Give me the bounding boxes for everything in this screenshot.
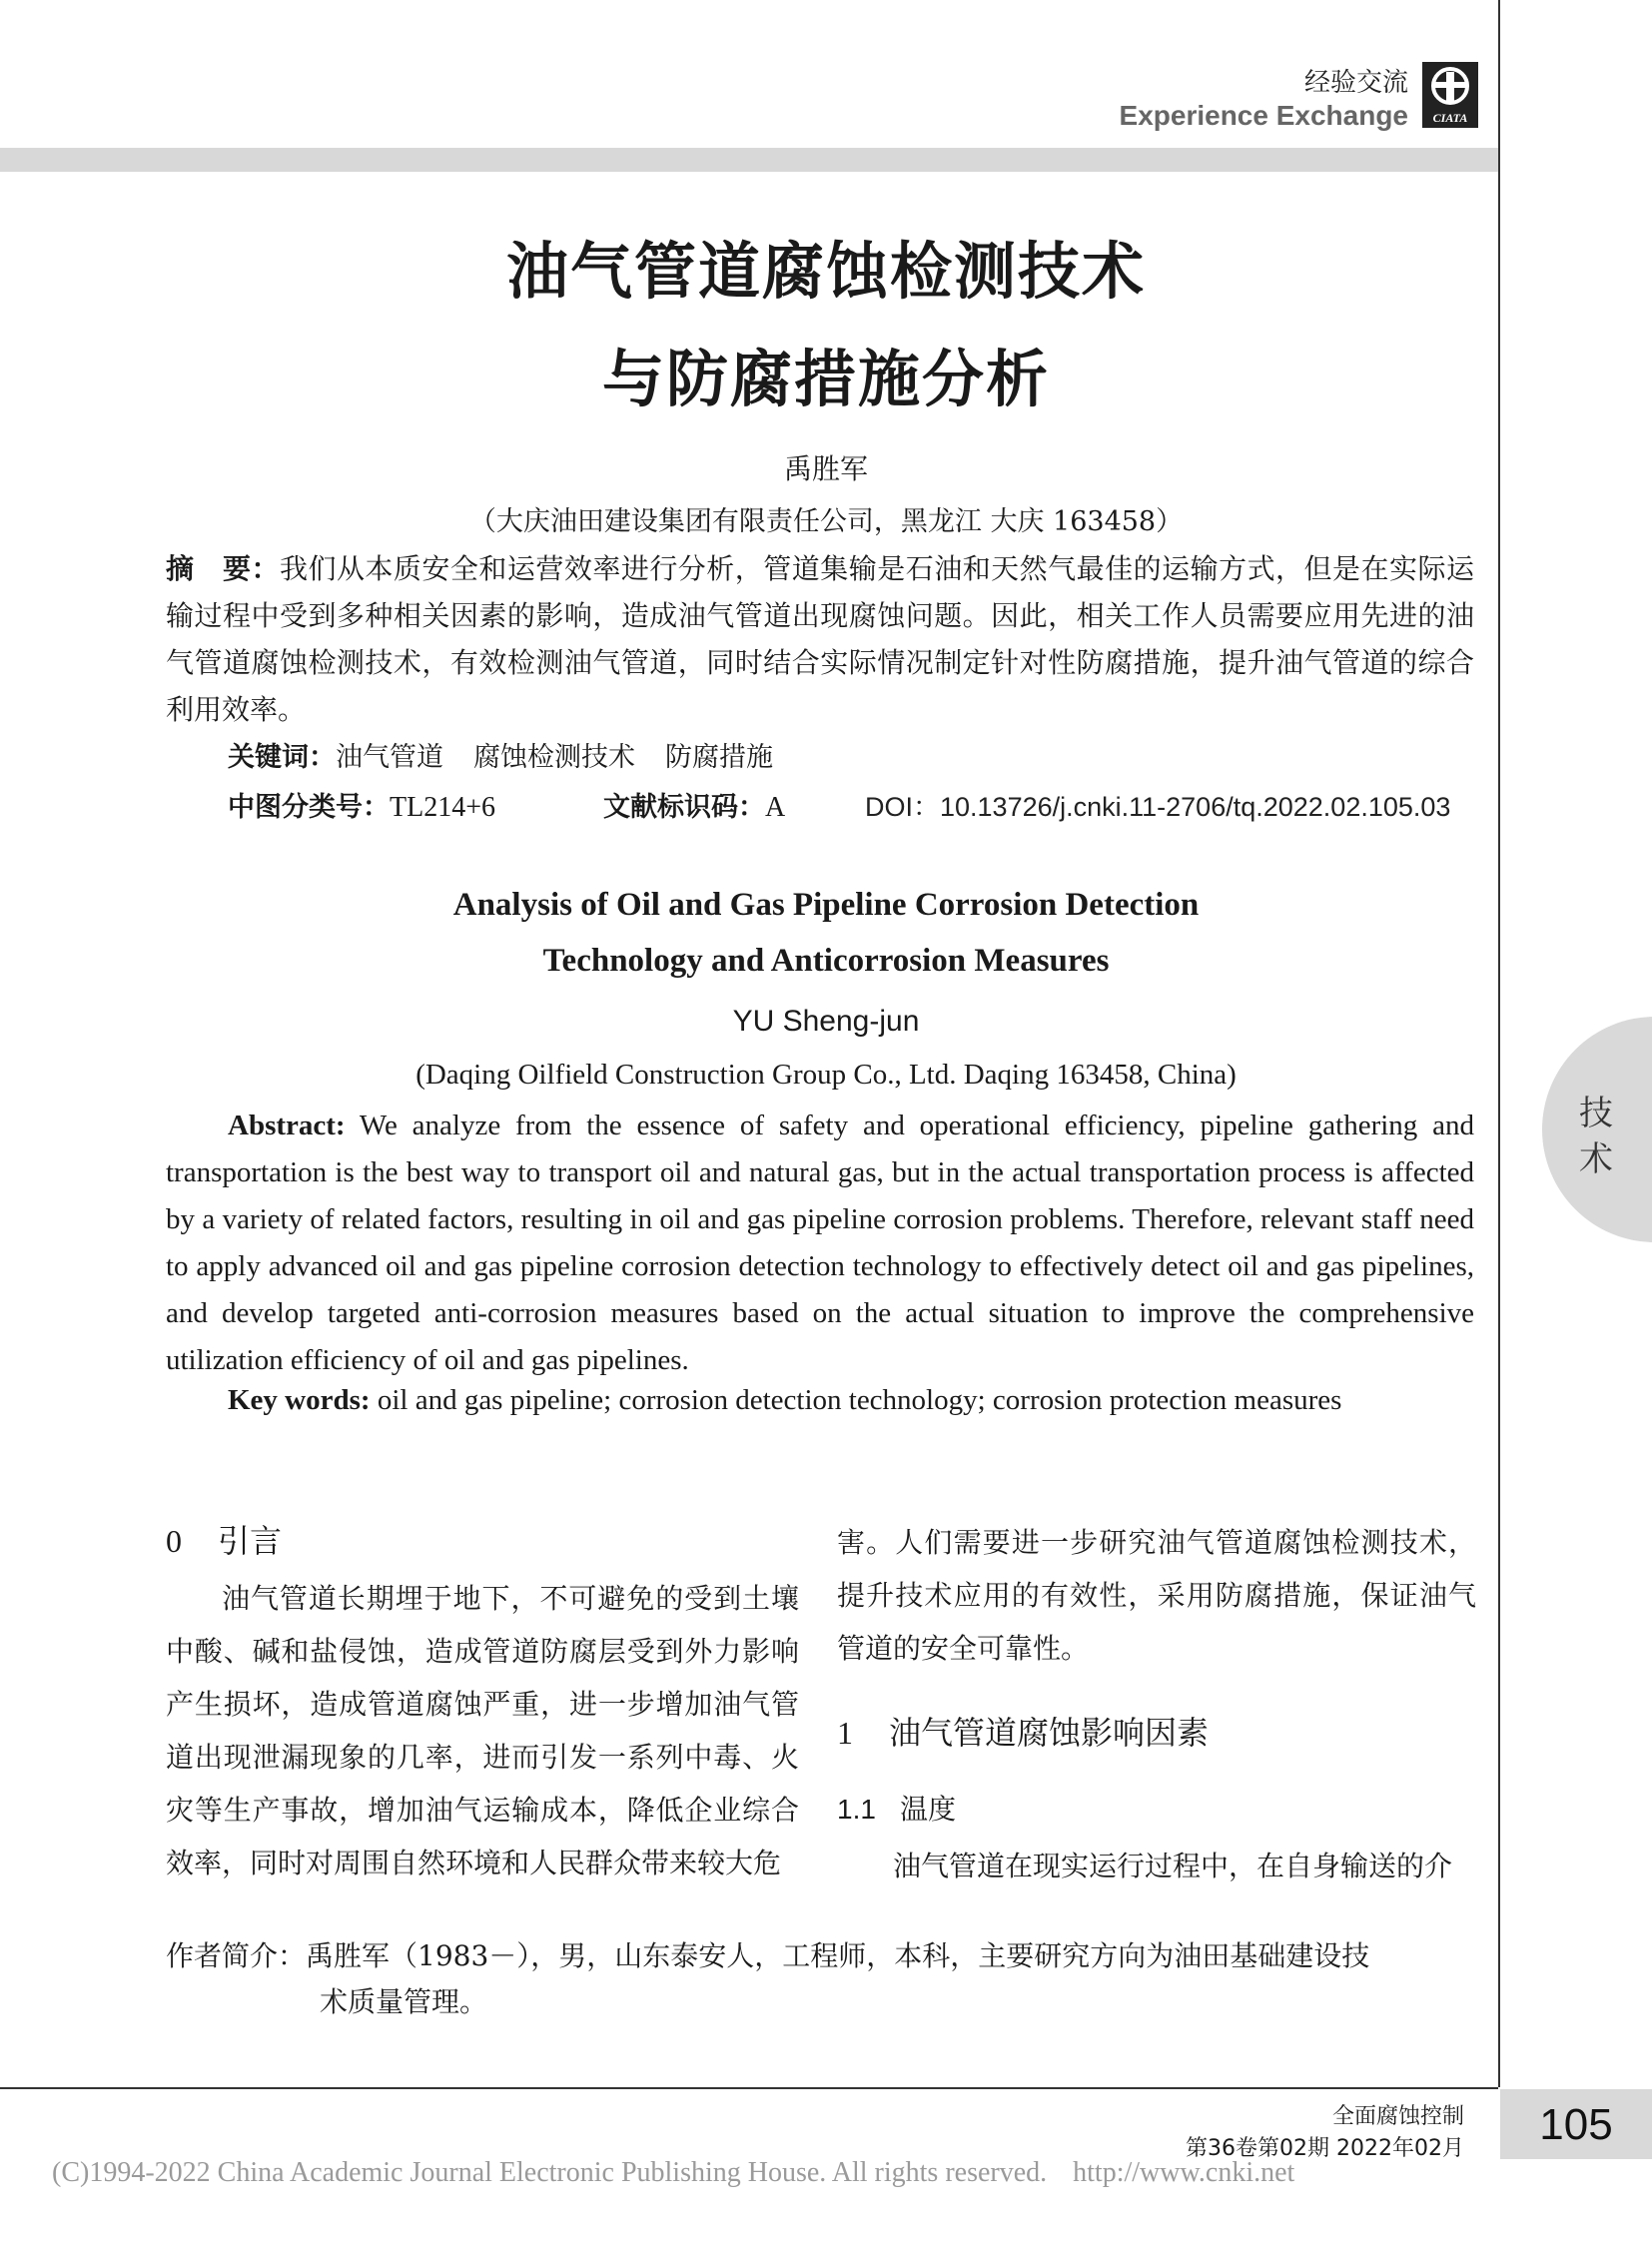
keyword-zh-2: 腐蚀检测技术 bbox=[473, 742, 635, 773]
keywords-en bbox=[228, 1384, 1341, 1417]
doc-code-label: 文献标识码： bbox=[603, 792, 765, 823]
section-1-number: 1 bbox=[837, 1715, 853, 1751]
title-en-line1: Analysis of Oil and Gas Pipeline Corrosion Detection bbox=[452, 887, 1200, 923]
ciata-logo bbox=[1422, 62, 1478, 128]
intro-continuation: 害。人们需要进一步研究油气管道腐蚀检测技术，提升技术应用的有效性，采用防腐措施，保证油气管道的安全可靠性。 bbox=[837, 1526, 1476, 1665]
keywords-en-text: oil and gas pipeline; corrosion detection technology; corrosion protection measures bbox=[377, 1384, 1342, 1416]
journal-name: 全面腐蚀控制 bbox=[1331, 2104, 1464, 2129]
doi: DOI：10.13726/j.cnki.11-2706/tq.2022.02.105.03 bbox=[865, 792, 1451, 822]
title-zh-line2: 与防腐措施分析 bbox=[601, 343, 1050, 415]
section-0-paragraph: 油气管道长期埋于地下，不可避免的受到土壤中酸、碱和盐侵蚀，造成管道防腐层受到外力影响产生损坏，造成管道腐蚀严重，进一步增加油气管道出现泄漏现象的几率，进而引发一系列中毒、火灾等生产事故，增加油气运输成本，降低企业综合效率，同时对周围自然环境和人民群众带来较大危 bbox=[166, 1582, 799, 1879]
cnki-url[interactable]: http://www.cnki.net bbox=[1073, 2157, 1295, 2188]
footnote-line2: 术质量管理。 bbox=[320, 1985, 488, 2018]
copyright-line bbox=[52, 2157, 1294, 2189]
side-tab-label bbox=[1576, 1091, 1616, 1182]
journal-issue: 第36卷第02期 2022年02月 bbox=[1186, 2136, 1464, 2161]
title-zh-line1: 油气管道腐蚀检测技术 bbox=[505, 235, 1146, 308]
keywords-zh-label: 关键词： bbox=[228, 742, 336, 773]
section-0-heading bbox=[166, 1516, 282, 1562]
abstract-zh-label: 摘 要： bbox=[166, 552, 280, 585]
section-1-heading bbox=[837, 1708, 1209, 1754]
footer-rule bbox=[0, 2087, 1498, 2089]
abstract-zh-text: 我们从本质安全和运营效率进行分析，管道集输是石油和天然气最佳的运输方式，但是在实际运输过程中受到多种相关因素的影响，造成油气管道出现腐蚀问题。因此，相关工作人员需要应用先进的油气管道腐蚀检测技术，有效检测油气管道，同时结合实际情况制定针对性防腐措施，提升油气管道的综合利用效率。 bbox=[166, 552, 1474, 726]
logo-text: CIATA bbox=[1432, 111, 1468, 125]
keyword-zh-1: 油气管道 bbox=[336, 742, 443, 773]
abstract-zh bbox=[166, 545, 1474, 733]
abstract-en-text: We analyze from the essence of safety and operational efficiency, pipeline gathering and transportation is the best way to transport oil and natural gas, but in the actual transportation process is affected by a variety of related factors, resulting in oil and gas pipeline corrosion problems. Therefore, relevant staff need to apply advanced oil and gas pipeline corrosion detection technology to effectively detect oil and gas pipelines, and develop targeted anti-corrosion measures based on the actual situation to improve the comprehensive utilization efficiency of oil and gas pipelines. bbox=[166, 1110, 1474, 1376]
section-1-1-number: 1.1 bbox=[837, 1794, 876, 1825]
footnote-line1: 作者简介：禹胜军（1983－），男，山东泰安人，工程师，本科，主要研究方向为油田基础建设技 bbox=[166, 1939, 1370, 1972]
clc-label: 中图分类号： bbox=[228, 792, 390, 823]
clc-value: TL214+6 bbox=[390, 792, 495, 823]
footer-journal-info bbox=[1186, 2101, 1464, 2165]
keywords-zh bbox=[228, 735, 773, 774]
classification-row bbox=[228, 785, 1476, 824]
affiliation-en: (Daqing Oilfield Construction Group Co., Ltd. Daqing 163458, China) bbox=[415, 1059, 1237, 1091]
author-footnote bbox=[166, 1933, 1474, 2025]
section-1-1-body bbox=[837, 1840, 1476, 1892]
section-label-en: Experience Exchange bbox=[1119, 100, 1408, 131]
side-tab-char1: 技 bbox=[1579, 1094, 1613, 1133]
left-column bbox=[166, 1572, 799, 1889]
page-number: 105 bbox=[1500, 2089, 1652, 2159]
author-zh: 禹胜军 bbox=[783, 452, 868, 485]
copyright-text: (C)1994-2022 China Academic Journal Electronic Publishing House. All rights reserved. bbox=[52, 2157, 1048, 2188]
abstract-en bbox=[166, 1103, 1474, 1384]
right-column bbox=[837, 1516, 1476, 1675]
title-en-line2: Technology and Anticorrosion Measures bbox=[542, 943, 1110, 979]
keyword-zh-3: 防腐措施 bbox=[665, 742, 773, 773]
affiliation-zh: （大庆油田建设集团有限责任公司，黑龙江 大庆 163458） bbox=[468, 506, 1184, 537]
side-tab-char2: 术 bbox=[1579, 1139, 1613, 1179]
author-en: YU Sheng-jun bbox=[732, 1005, 920, 1038]
section-0-number: 0 bbox=[166, 1523, 182, 1559]
section-label-zh: 经验交流 bbox=[1303, 68, 1408, 98]
section-1-1-heading bbox=[837, 1788, 956, 1828]
right-margin-rule bbox=[1498, 0, 1500, 2087]
doc-code-value: A bbox=[765, 792, 786, 823]
section-1-1-paragraph: 油气管道在现实运行过程中，在自身输送的介 bbox=[893, 1850, 1453, 1882]
section-0-title: 引言 bbox=[218, 1522, 283, 1560]
section-1-1-title: 温度 bbox=[899, 1793, 956, 1826]
header-band bbox=[0, 148, 1498, 172]
abstract-en-label: Abstract: bbox=[228, 1110, 346, 1141]
section-1-title: 油气管道腐蚀影响因素 bbox=[889, 1714, 1210, 1752]
keywords-en-label: Key words: bbox=[228, 1384, 371, 1416]
